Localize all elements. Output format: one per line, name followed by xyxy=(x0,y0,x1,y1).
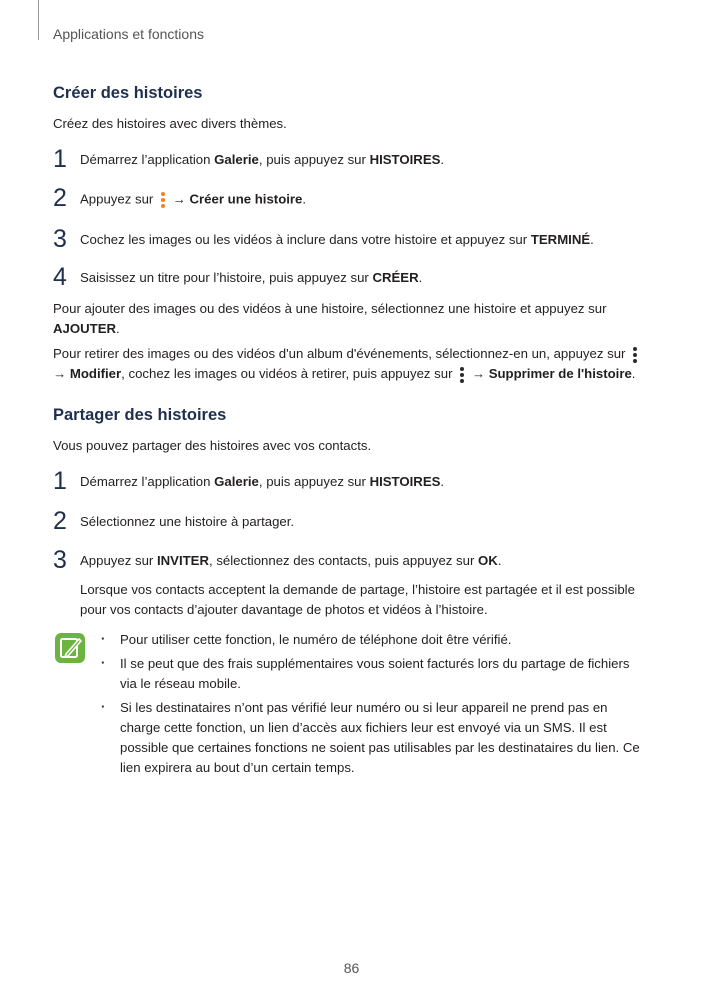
header-rule xyxy=(38,0,39,40)
share-followup-paragraph: Lorsque vos contacts acceptent la demande de partage, l’histoire est partagée et il est possible pour vos contacts d’ajouter davantage de photos et vidéos à l’histoire. xyxy=(80,582,635,617)
create-step-3 xyxy=(53,227,653,257)
step-number: 4 xyxy=(53,263,67,291)
more-options-icon xyxy=(159,191,167,209)
more-options-icon xyxy=(631,346,639,364)
create-stories-intro: Créez des histoires avec divers thèmes. xyxy=(53,116,287,131)
step-number: 2 xyxy=(53,184,67,212)
step-number: 1 xyxy=(53,467,67,495)
step-number: 1 xyxy=(53,145,67,173)
note-item: · Il se peut que des frais supplémentaires vous soient facturés lors du partage de fichiers via le réseau mobile. xyxy=(100,654,645,694)
page-number: 86 xyxy=(343,960,360,976)
note-item: · Si les destinataires n’ont pas vérifié leur numéro ou si leur appareil ne prend pas en charge cette fonction, un lien d’accès aux fichiers leur est envoyé via un SMS. Il est possible que certaines fonctions ne soient pas utilisables par les destinataires du lien. Ce lien expirera au bout d’un certain temps. xyxy=(100,698,645,778)
create-step-2 xyxy=(53,186,653,216)
create-stories-title: Créer des histoires xyxy=(53,84,203,102)
step-text: Appuyez sur → Créer une histoire. xyxy=(80,191,306,209)
create-step-1 xyxy=(53,147,653,177)
step-text: Démarrez l’application Galerie, puis appuyez sur HISTOIRES. xyxy=(80,152,445,167)
share-stories-intro: Vous pouvez partager des histoires avec vos contacts. xyxy=(53,438,372,453)
share-step-1 xyxy=(53,469,653,499)
share-step-2 xyxy=(53,509,653,539)
step-number: 3 xyxy=(53,546,67,574)
share-stories-title: Partager des histoires xyxy=(53,406,227,424)
create-step-4 xyxy=(53,265,653,295)
step-text: Saisissez un titre pour l’histoire, puis appuyez sur CRÉER. xyxy=(80,270,423,285)
note-item: · Pour utiliser cette fonction, le numéro de téléphone doit être vérifié. xyxy=(100,630,645,650)
step-text: Appuyez sur INVITER, sélectionnez des contacts, puis appuyez sur OK. xyxy=(80,553,502,568)
step-text: Cochez les images ou les vidéos à inclure dans votre histoire et appuyez sur TERMINÉ. xyxy=(80,232,594,247)
step-number: 3 xyxy=(53,225,67,253)
step-number: 2 xyxy=(53,507,67,535)
note-icon xyxy=(54,632,86,664)
step-text: Démarrez l’application Galerie, puis appuyez sur HISTOIRES. xyxy=(80,474,445,489)
step-text: Sélectionnez une histoire à partager. xyxy=(80,514,295,529)
note-list xyxy=(100,630,645,782)
remove-from-story-paragraph: Pour retirer des images ou des vidéos d'un album d'événements, sélectionnez-en un, appuyez sur → Modifier, cochez les images ou vidéos à retirer, puis appuyez sur → Supprimer de l'histoire. xyxy=(53,344,653,384)
more-options-icon xyxy=(458,366,466,384)
add-to-story-paragraph: Pour ajouter des images ou des vidéos à une histoire, sélectionnez une histoire et appuyez sur AJOUTER. xyxy=(53,301,607,336)
section-header: Applications et fonctions xyxy=(53,26,204,42)
share-step-3 xyxy=(53,548,653,578)
